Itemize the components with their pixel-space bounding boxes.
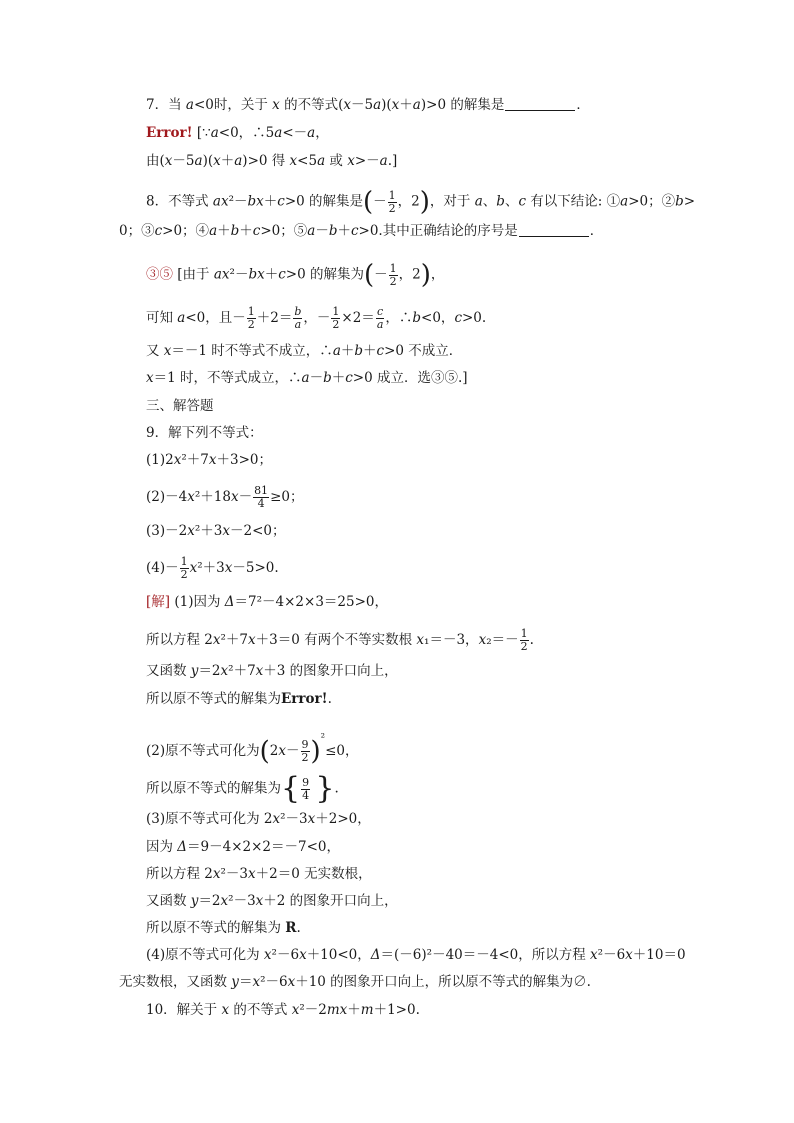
text-run: ²－3 <box>280 811 308 827</box>
text-run: >0 的解集是 <box>284 193 364 210</box>
text-run: ，对于 <box>429 193 475 210</box>
answer-blank <box>505 97 575 111</box>
text-run: x <box>255 663 264 679</box>
text-run: －5>0. <box>232 560 279 576</box>
text-run: x <box>248 632 256 648</box>
text-run: x <box>212 632 221 648</box>
text-run: >0；⑤ <box>260 223 308 239</box>
text-run: ²－6 <box>597 947 626 963</box>
text-run: a <box>412 97 421 113</box>
text-run: a <box>210 125 219 141</box>
text-run: > <box>683 193 696 210</box>
text-run: ≥0； <box>270 489 304 505</box>
text-run: 所以原不等式的解集为 <box>146 691 281 707</box>
fraction-numerator: 9 <box>301 738 309 751</box>
text-run: R <box>285 920 297 936</box>
text-run: a <box>620 193 629 210</box>
text-run: x <box>187 523 195 539</box>
text-run: . <box>529 632 534 648</box>
text-run: ²－3 <box>220 866 249 882</box>
text-run: ＋10 的图象开口向上，所以原不等式的解集为∅. <box>295 974 591 990</box>
text-run: mx <box>326 1002 348 1018</box>
fraction-numerator: b <box>294 305 302 318</box>
text-run: )>0 得 <box>242 153 290 169</box>
text-run: 所以方程 2 <box>146 866 213 882</box>
fraction-numerator: 1 <box>520 627 528 640</box>
text-run: 所以原不等式的解集为 <box>146 780 281 797</box>
line-q10 <box>146 1001 420 1019</box>
line-q9-4 <box>146 556 279 581</box>
text-run: x <box>224 560 233 576</box>
text-run: 有以下结论: ① <box>526 193 621 210</box>
text-run: ²＋3 <box>194 523 223 539</box>
answer-blank <box>519 223 589 237</box>
text-run: ²－3 <box>228 893 256 909</box>
fraction <box>293 306 302 331</box>
fraction-numerator: 1 <box>389 261 397 275</box>
parenthesis: ) <box>419 187 430 217</box>
text-run: (3)原不等式可化为 2 <box>146 811 273 827</box>
parenthesis: ( <box>363 260 375 290</box>
text-run: － <box>309 370 324 386</box>
text-run: 0；③ <box>119 223 155 239</box>
text-run: 又 <box>146 343 164 359</box>
text-run: ＋ <box>331 370 346 386</box>
fraction <box>301 739 310 764</box>
text-run: x <box>230 489 239 505</box>
text-run: . <box>327 691 332 707</box>
text-run: x <box>163 343 172 359</box>
text-run: (2)原不等式可化为 <box>146 743 260 759</box>
text-run: ax <box>213 266 230 283</box>
text-run: ＋ <box>264 266 279 283</box>
text-run: ． <box>589 223 604 239</box>
text-run: a <box>274 125 283 141</box>
text-run: x <box>272 97 280 113</box>
fraction <box>331 306 340 331</box>
text-run: b <box>496 193 505 210</box>
text-run: x <box>212 866 221 882</box>
text-run: <0，且－ <box>185 310 246 326</box>
text-run: ＋10＝0 <box>632 947 686 963</box>
text-run: <0， <box>421 310 455 326</box>
text-run: <0，∴5 <box>218 125 275 141</box>
text-run: a <box>177 310 186 326</box>
text-run: ＋2＝0 无实数根， <box>255 866 372 882</box>
text-run: ²－6 <box>260 974 288 990</box>
text-run: (4)原不等式可化为 <box>146 947 264 963</box>
text-run: x <box>347 153 355 169</box>
text-run: a <box>332 343 341 359</box>
text-run: ＝1 时，不等式成立，∴ <box>153 370 302 386</box>
text-run: ²－6 <box>271 947 300 963</box>
line-sol-3e <box>146 919 301 937</box>
text-run: c <box>454 310 462 326</box>
text-run: 因为 <box>146 839 178 855</box>
line-q7-ans1 <box>146 124 329 142</box>
text-run: c <box>277 193 285 210</box>
line-sol-3a <box>146 810 371 828</box>
fraction-numerator: 9 <box>302 775 310 789</box>
text-run: c <box>345 370 353 386</box>
text-run: ． <box>576 97 590 113</box>
text-run: ＋ <box>239 223 253 239</box>
text-run: － <box>238 489 253 505</box>
fraction-denominator: 2 <box>301 751 309 764</box>
text-run: c <box>350 223 359 239</box>
text-run: ² <box>320 731 326 744</box>
text-run: － <box>286 743 300 759</box>
text-run: (1)2 <box>146 452 174 468</box>
text-run: x <box>291 1002 300 1018</box>
fraction <box>389 263 398 288</box>
text-run: c <box>154 223 163 239</box>
text-run: ＋3>0； <box>216 452 272 468</box>
text-run: >0 不成立． <box>384 343 463 359</box>
set-brace: { <box>281 771 301 806</box>
line-q8-ans4 <box>146 369 468 387</box>
text-run: (1)因为 <box>170 594 225 610</box>
text-run: 三、解答题 <box>146 398 214 414</box>
line-sol-3c <box>146 865 372 883</box>
text-run: >0 的解集为 <box>285 266 364 283</box>
line-q8-b <box>119 222 603 240</box>
text-run: －5 <box>172 153 195 169</box>
text-run: ＋1>0. <box>373 1002 420 1018</box>
text-run: 又函数 <box>146 663 191 679</box>
text-run: ＋2>0， <box>315 811 371 827</box>
text-run: (2)－4 <box>146 489 188 505</box>
text-run: x <box>252 974 261 990</box>
text-run: 、 <box>482 193 497 210</box>
fraction <box>301 777 310 802</box>
text-run: x <box>263 947 272 963</box>
fraction-denominator: a <box>294 318 302 331</box>
line-sol-2b <box>146 771 339 806</box>
text-run: x <box>391 97 400 113</box>
text-run: <5 <box>297 153 318 169</box>
line-sol-1d <box>146 690 332 708</box>
text-run: )( <box>381 97 392 113</box>
text-run: ＋3＝0 有两个不等实数根 <box>255 632 417 648</box>
text-run: a <box>301 370 310 386</box>
text-run: ＋ <box>220 153 235 169</box>
text-run: x <box>278 743 286 759</box>
text-run: ＝7²－4×2×3＝25>0， <box>234 594 388 610</box>
text-run: 的不等式( <box>279 97 344 113</box>
text-run: Error! <box>281 691 328 707</box>
text-run: c <box>278 266 286 283</box>
text-run: ，－ <box>303 310 331 326</box>
fraction-numerator: c <box>377 305 384 318</box>
text-run: x <box>220 893 229 909</box>
text-run: c <box>252 223 261 239</box>
text-run: 2 <box>269 743 279 759</box>
line-sol-3d <box>146 892 398 910</box>
text-run: x <box>416 632 425 648</box>
fraction-denominator: 2 <box>389 274 397 288</box>
line-sol-4b <box>119 973 591 991</box>
line-q8-ans3 <box>146 342 462 360</box>
text-run: x <box>478 632 487 648</box>
text-run: y <box>190 893 199 909</box>
text-run: >－ <box>354 153 380 169</box>
text-run: .] <box>387 153 398 169</box>
text-run: x <box>222 523 230 539</box>
text-run: x <box>187 489 195 505</box>
text-run: x <box>287 974 296 990</box>
text-run: － <box>315 223 329 239</box>
text-run: b <box>230 223 240 239</box>
fraction-numerator: 1 <box>180 555 188 568</box>
text-run: x <box>208 452 217 468</box>
text-run: ₁＝－3， <box>424 632 479 648</box>
text-run: >0；② <box>628 193 676 210</box>
text-run: x <box>272 811 281 827</box>
text-run: 的不等式 <box>229 1002 292 1018</box>
text-run: x <box>213 153 221 169</box>
text-run: bx <box>247 193 264 210</box>
text-run: ²＋7 <box>181 452 209 468</box>
fraction-numerator: 81 <box>254 484 269 497</box>
answer-label: [解] <box>146 594 171 610</box>
fraction <box>388 190 397 215</box>
text-run: >0. <box>462 310 487 326</box>
text-run: >0；④ <box>162 223 210 239</box>
parenthesis: ( <box>259 736 270 767</box>
text-run: x <box>625 947 633 963</box>
text-run: >0 成立．选③⑤.] <box>352 370 468 386</box>
fraction-denominator: 2 <box>388 201 396 215</box>
text-run: b <box>412 310 422 326</box>
text-run: 无实数根，又函数 <box>119 974 232 990</box>
text-run: x <box>289 153 298 169</box>
text-run: >0.其中正确结论的序号是 <box>358 223 518 239</box>
text-run: m <box>360 1002 374 1018</box>
text-run: ²－2 <box>299 1002 327 1018</box>
text-run: x <box>307 811 316 827</box>
text-run: －5 <box>350 97 374 113</box>
text-run: 9．解下列不等式： <box>146 425 263 441</box>
fraction <box>376 306 385 331</box>
text-run: 所以方程 2 <box>146 632 213 648</box>
line-q8-a <box>146 189 695 215</box>
text-run: ²＋7 <box>228 663 256 679</box>
text-run: 所以原不等式的解集为 <box>146 920 286 936</box>
text-run: bx <box>248 266 265 283</box>
line-sol-1c <box>146 662 398 680</box>
text-run: x <box>248 866 256 882</box>
fraction-denominator: 2 <box>180 568 188 581</box>
text-run: － <box>374 266 388 283</box>
text-run: x <box>220 663 229 679</box>
text-run: ×2＝ <box>341 310 375 326</box>
text-run: x <box>299 947 307 963</box>
text-run: b <box>323 370 332 386</box>
text-run: ax <box>212 193 229 210</box>
fraction-denominator: 4 <box>257 497 265 510</box>
text-run: ，∴ <box>385 310 413 326</box>
text-run: 可知 <box>146 310 178 326</box>
text-run: ₂＝－ <box>486 632 519 648</box>
fraction <box>520 628 529 653</box>
text-run: <－ <box>282 125 308 141</box>
text-run: ²－ <box>228 193 248 210</box>
text-run: ≤0， <box>325 743 359 759</box>
text-run: Δ <box>177 839 188 855</box>
text-run: a <box>373 97 382 113</box>
text-run: ＋ <box>263 193 278 210</box>
text-run: ＋2 的图象开口向上， <box>263 893 398 909</box>
text-run: 8．不等式 <box>146 193 213 210</box>
text-run: ， <box>430 266 445 283</box>
text-run: ＋ <box>347 1002 361 1018</box>
text-run: Δ <box>224 594 235 610</box>
text-run: ＝9－4×2×2＝－7<0， <box>187 839 341 855</box>
fraction-denominator: a <box>376 318 384 331</box>
text-run: )>0 的解集是 <box>420 97 505 113</box>
line-q7 <box>146 96 590 114</box>
fraction-numerator: 1 <box>247 305 255 318</box>
set-brace: } <box>315 771 335 806</box>
text-run: ＝－1 时不等式不成立，∴ <box>171 343 333 359</box>
text-run: ＝2 <box>198 663 221 679</box>
text-run: x <box>173 452 182 468</box>
text-run: 、 <box>504 193 519 210</box>
text-run: x <box>343 97 351 113</box>
text-run: ²＋7 <box>220 632 249 648</box>
text-run: c <box>518 193 526 210</box>
line-q9-1 <box>146 451 272 469</box>
text-run: a <box>209 223 218 239</box>
text-run: ＝ <box>238 974 253 990</box>
text-run: a <box>379 153 388 169</box>
fraction-denominator: 2 <box>332 318 340 331</box>
text-run: 又函数 <box>146 893 191 909</box>
text-run: a <box>234 153 243 169</box>
text-run: )( <box>202 153 214 169</box>
text-run: b <box>354 343 364 359</box>
fraction-denominator: 4 <box>302 788 310 802</box>
text-run: ＋ <box>340 343 355 359</box>
text-run: x <box>255 893 264 909</box>
text-run: x <box>221 1002 230 1018</box>
text-run: －2<0； <box>229 523 286 539</box>
text-run: b <box>328 223 338 239</box>
text-run: a <box>307 223 316 239</box>
text-run: Δ <box>370 947 381 963</box>
text-run: y <box>231 974 239 990</box>
fraction-denominator: 2 <box>520 640 528 653</box>
text-run: a <box>185 97 194 113</box>
text-run: 或 <box>325 153 348 169</box>
text-run: ＋ <box>363 343 377 359</box>
text-run: a <box>194 153 203 169</box>
parenthesis: ) <box>420 260 431 290</box>
text-run: x <box>146 370 154 386</box>
text-run: b <box>675 193 684 210</box>
line-sol-4a <box>146 946 686 964</box>
text-run: . <box>296 920 301 936</box>
text-run: ，2 <box>398 266 421 283</box>
line-q8-ans1 <box>146 262 444 288</box>
text-run: ²－ <box>229 266 249 283</box>
line-sol-2a <box>146 729 358 765</box>
answer-label: ③⑤ <box>146 266 173 283</box>
text-run: ， <box>315 125 329 141</box>
line-sol-1b <box>146 628 534 653</box>
fraction <box>253 485 269 510</box>
fraction-numerator: 1 <box>388 188 396 202</box>
line-sec3 <box>146 397 214 415</box>
text-run: y <box>190 663 199 679</box>
line-sol-1a <box>146 593 388 611</box>
text-run: (3)－2 <box>146 523 188 539</box>
text-run: <0时，关于 <box>193 97 273 113</box>
text-run: ²＋18 <box>194 489 231 505</box>
text-run: [∵ <box>192 125 211 141</box>
line-q9-2 <box>146 485 303 510</box>
text-run: [由于 <box>173 266 214 283</box>
text-run: 7．当 <box>146 97 186 113</box>
text-run: ＋ <box>217 223 231 239</box>
text-run: ＋2＝ <box>256 310 293 326</box>
text-run: 10．解关于 <box>146 1002 222 1018</box>
text-run: x <box>590 947 598 963</box>
text-run: c <box>376 343 385 359</box>
fraction-denominator: 2 <box>247 318 255 331</box>
line-q8-ans2 <box>146 306 486 331</box>
text-run: (4)－ <box>146 560 179 576</box>
line-q9 <box>146 424 263 442</box>
fraction-numerator: 1 <box>332 305 340 318</box>
text-run: a <box>474 193 483 210</box>
text-run: ＋3 的图象开口向上， <box>263 663 398 679</box>
text-run: ＋ <box>399 97 413 113</box>
text-run: ＝2 <box>198 893 221 909</box>
text-run: ，2 <box>397 193 420 210</box>
parenthesis: ) <box>310 736 321 767</box>
fraction <box>180 556 189 581</box>
text-run: ²＋3 <box>197 560 225 576</box>
text-run: ＝(－6)²－40＝－4<0，所以方程 <box>380 947 591 963</box>
line-q7-ans2 <box>146 152 397 170</box>
fraction <box>247 306 256 331</box>
text-run: a <box>307 125 316 141</box>
line-sol-3b <box>146 838 340 856</box>
line-q9-3 <box>146 522 285 540</box>
text-run: ＋ <box>337 223 351 239</box>
text-run: x <box>189 560 198 576</box>
text-run: 由( <box>146 153 165 169</box>
text-run: a <box>317 153 326 169</box>
text-run: . <box>334 780 339 797</box>
parenthesis: ( <box>363 187 374 217</box>
text-run: ＋10<0， <box>306 947 371 963</box>
error-marker: Error! <box>146 125 193 141</box>
text-run: x <box>164 153 173 169</box>
text-run: － <box>373 193 387 210</box>
